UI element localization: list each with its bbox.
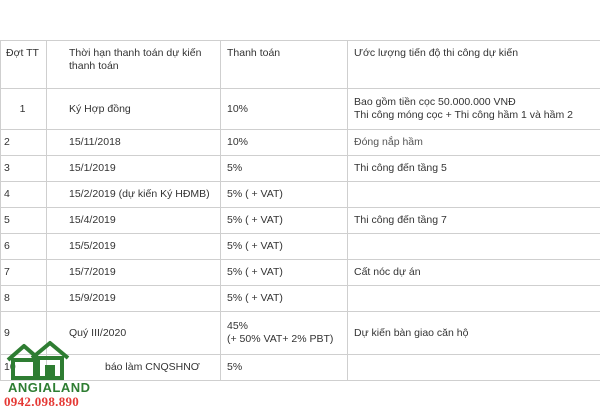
table-row xyxy=(1,130,600,156)
angialand-watermark xyxy=(2,338,120,410)
cell-due-date: 15/11/2018 xyxy=(47,130,221,156)
cell-progress: Thi công đến tầng 5 xyxy=(348,156,600,182)
cell-progress xyxy=(348,89,600,130)
cell-progress: Đóng nắp hầm xyxy=(348,130,600,156)
house-logo-icon xyxy=(2,338,72,382)
cell-payment: 5% xyxy=(221,355,348,381)
cell-installment: 10 xyxy=(1,355,47,381)
table-row xyxy=(1,208,600,234)
cell-installment: 5 xyxy=(1,208,47,234)
payment-line-2: (+ 50% VAT+ 2% PBT) xyxy=(227,333,334,345)
cell-due-date: 15/9/2019 xyxy=(47,286,221,312)
payment-schedule-table xyxy=(0,40,600,381)
cell-progress: Dự kiến bàn giao căn hộ xyxy=(348,312,600,355)
payment-line-1: 45% xyxy=(227,320,249,332)
cell-due-date: 15/2/2019 (dự kiến Ký HĐMB) xyxy=(47,182,221,208)
cell-due-date: 15/4/2019 xyxy=(47,208,221,234)
table-row xyxy=(1,234,600,260)
cell-progress xyxy=(348,286,600,312)
cell-progress: Thi công đến tầng 7 xyxy=(348,208,600,234)
cell-due-date: Ký Hợp đồng xyxy=(47,89,221,130)
cell-payment: 5% xyxy=(221,156,348,182)
cell-installment: 2 xyxy=(1,130,47,156)
cell-payment: 5% ( + VAT) xyxy=(221,234,348,260)
cell-payment: 10% xyxy=(221,89,348,130)
cell-progress xyxy=(348,234,600,260)
cell-installment: 1 xyxy=(1,89,47,130)
brand-phone: 0942.098.890 xyxy=(4,394,80,409)
cell-payment: 10% xyxy=(221,130,348,156)
table-row xyxy=(1,156,600,182)
cell-installment: 7 xyxy=(1,260,47,286)
table-row xyxy=(1,89,600,130)
table-header-row xyxy=(1,41,600,89)
table-row xyxy=(1,260,600,286)
cell-due-date: Quý III/2020 xyxy=(47,312,221,355)
cell-payment: 5% ( + VAT) xyxy=(221,260,348,286)
cell-progress xyxy=(348,355,600,381)
cell-due-date: 15/1/2019 xyxy=(47,156,221,182)
header-installment: Đợt TT xyxy=(1,41,47,89)
cell-installment: 6 xyxy=(1,234,47,260)
brand-name: ANGIALAND xyxy=(8,380,91,395)
cell-installment: 8 xyxy=(1,286,47,312)
cell-due-date: 15/5/2019 xyxy=(47,234,221,260)
cell-progress xyxy=(348,182,600,208)
header-due-date: Thời hạn thanh toán dự kiến thanh toán xyxy=(47,41,221,89)
cell-due-date: báo làm CNQSHNƠ xyxy=(47,355,221,381)
cell-payment xyxy=(221,312,348,355)
header-payment: Thanh toán xyxy=(221,41,348,89)
cell-payment: 5% ( + VAT) xyxy=(221,182,348,208)
progress-line-1: Bao gồm tiền cọc 50.000.000 VNĐ xyxy=(354,96,516,108)
cell-installment: 3 xyxy=(1,156,47,182)
cell-installment: 4 xyxy=(1,182,47,208)
table-row xyxy=(1,286,600,312)
cell-payment: 5% ( + VAT) xyxy=(221,286,348,312)
cell-payment: 5% ( + VAT) xyxy=(221,208,348,234)
cell-progress: Cất nóc dự án xyxy=(348,260,600,286)
cell-due-date: 15/7/2019 xyxy=(47,260,221,286)
progress-line-2: Thi công móng cọc + Thi công hầm 1 và hầm 2 xyxy=(354,109,573,121)
cell-installment: 9 xyxy=(1,312,47,355)
payment-schedule-table-wrap xyxy=(0,40,600,381)
header-progress: Ước lượng tiến độ thi công dự kiến xyxy=(348,41,600,89)
table-row xyxy=(1,182,600,208)
